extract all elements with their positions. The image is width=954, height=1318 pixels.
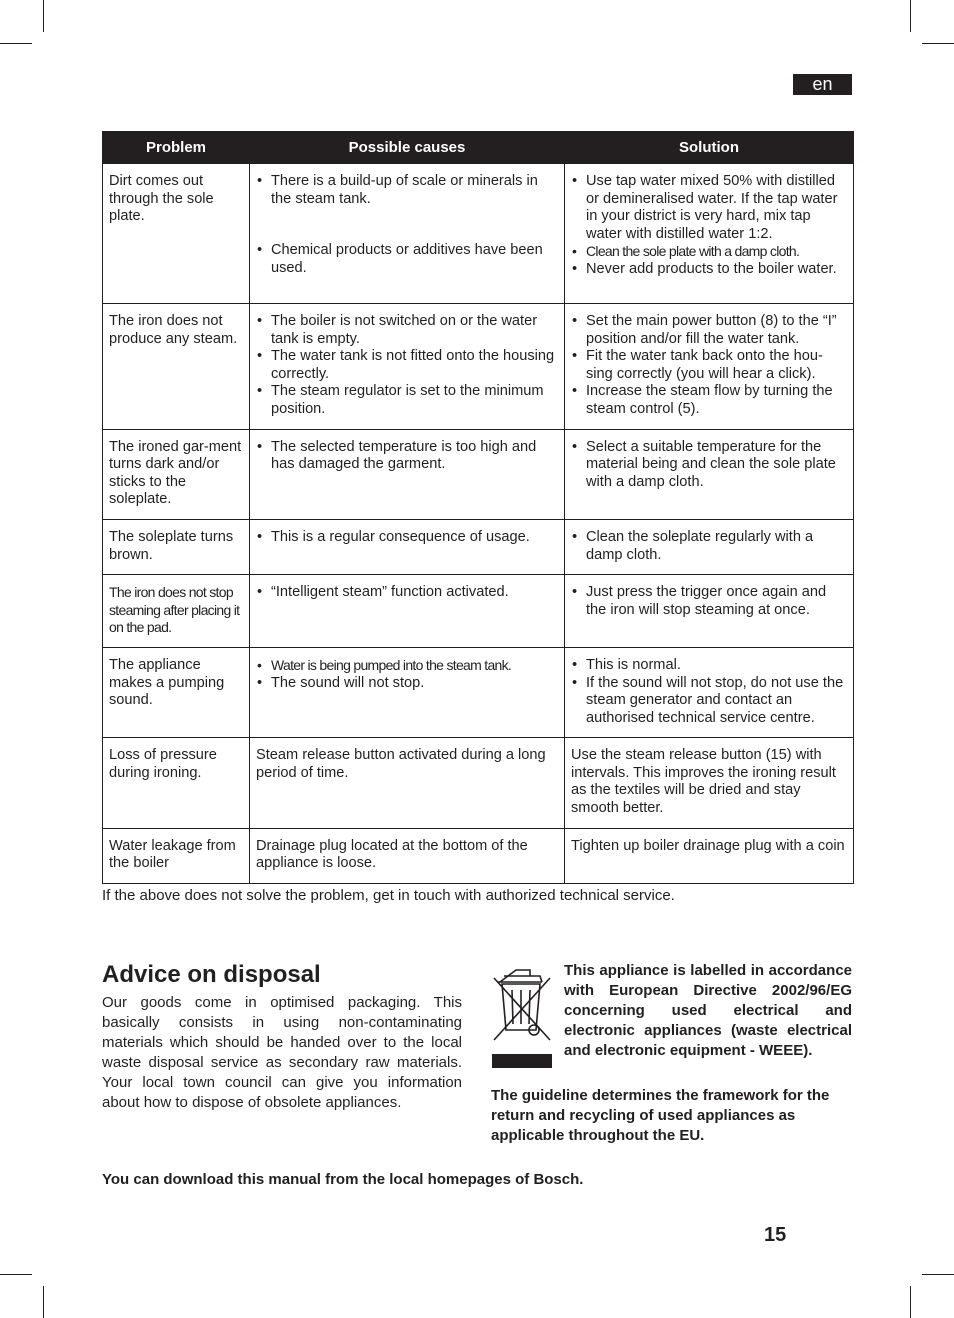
disposal-text: Our goods come in optimised packaging. This basically consists in using non-contaminating materials which should be handed over to the local waste disposal service as secondary raw materials. Your local town council can give you information about how to dispose of obsolete appliances. <box>102 994 462 1111</box>
solution-item: • This is normal. <box>571 657 847 675</box>
header-solution: Solution <box>565 132 854 164</box>
crop-mark <box>910 0 911 32</box>
table-row <box>103 519 854 574</box>
solution-item: • Use tap water mixed 50% with distilled or demineralised water. If the tap water in your district is very hard, mix tap water with distilled water 1:2. <box>571 173 847 243</box>
solution-cell: Use the steam release button (15) with intervals. This improves the ironing result as the textiles will be dried and stay smooth better. <box>565 738 854 828</box>
table-row <box>103 647 854 737</box>
after-table-note: If the above does not solve the problem, get in touch with authorized technical service. <box>102 887 675 904</box>
causes-cell: Steam release button activated during a long period of time. <box>250 738 565 828</box>
problem-cell: The iron does not produce any steam. <box>103 304 250 430</box>
crop-mark <box>43 1286 44 1318</box>
cause-item: • The boiler is not switched on or the water tank is empty. <box>256 313 558 348</box>
crop-mark <box>0 43 32 44</box>
problem-cell: The soleplate turns brown. <box>103 519 250 574</box>
crop-mark <box>922 1274 954 1275</box>
solution-item: • Never add products to the boiler water. <box>571 261 847 279</box>
problem-cell: The ironed gar-ment turns dark and/or sticks to the soleplate. <box>103 429 250 519</box>
solution-item: • Clean the sole plate with a damp cloth. <box>571 243 847 261</box>
problem-cell: The iron does not stop steaming after placing it on the pad. <box>103 575 250 648</box>
causes-cell: Drainage plug located at the bottom of the appliance is loose. <box>250 828 565 883</box>
table-header-row <box>103 132 854 164</box>
cause-item: • This is a regular consequence of usage. <box>256 529 558 547</box>
cause-item: • The selected temperature is too high and has damaged the garment. <box>256 439 558 474</box>
weee-directive-text: This appliance is labelled in accordance with European Directive 2002/96/EG concerning used electrical and electronic appliances (waste electrical and electronic equipment - WEEE). <box>564 962 852 1059</box>
table-row <box>103 828 854 883</box>
solution-item: • Set the main power button (8) to the “I” position and/or fill the water tank. <box>571 313 847 348</box>
cause-item: • There is a build-up of scale or minerals in the steam tank. <box>256 173 558 208</box>
table-row <box>103 575 854 648</box>
solution-cell: Tighten up boiler drainage plug with a coin <box>565 828 854 883</box>
problem-cell: Loss of pressure during ironing. <box>103 738 250 828</box>
table-row <box>103 164 854 304</box>
problem-cell: Dirt comes out through the sole plate. <box>103 164 250 304</box>
table-row <box>103 429 854 519</box>
causes-cell <box>250 575 565 648</box>
header-possible-causes: Possible causes <box>250 132 565 164</box>
table-row <box>103 304 854 430</box>
causes-cell <box>250 647 565 737</box>
solution-cell <box>565 575 854 648</box>
cause-item: • Water is being pumped into the steam tank. <box>256 657 558 675</box>
download-note: You can download this manual from the local homepages of Bosch. <box>102 1171 584 1188</box>
page-number: 15 <box>764 1224 787 1246</box>
crop-mark <box>0 1274 32 1275</box>
solution-cell <box>565 519 854 574</box>
guideline-text: The guideline determines the framework for the return and recycling of used appliances as applicable throughout the EU. <box>491 1087 830 1144</box>
cause-item: • The steam regulator is set to the minimum position. <box>256 383 558 418</box>
crop-mark <box>922 43 954 44</box>
causes-cell <box>250 164 565 304</box>
disposal-heading: Advice on disposal <box>102 961 321 988</box>
troubleshooting-table <box>102 131 854 884</box>
causes-cell <box>250 519 565 574</box>
language-tab: en <box>793 74 852 95</box>
table-row <box>103 738 854 828</box>
solution-cell <box>565 647 854 737</box>
crop-mark <box>910 1286 911 1318</box>
solution-cell <box>565 164 854 304</box>
solution-cell <box>565 429 854 519</box>
solution-item: • Fit the water tank back onto the hou-sing correctly (you will hear a click). <box>571 348 847 383</box>
problem-cell: The appliance makes a pumping sound. <box>103 647 250 737</box>
problem-cell: Water leakage from the boiler <box>103 828 250 883</box>
solution-item: • Just press the trigger once again and the iron will stop steaming at once. <box>571 584 847 619</box>
solution-item: • Increase the steam flow by turning the steam control (5). <box>571 383 847 418</box>
cause-item: • Chemical products or additives have been used. <box>256 242 558 277</box>
solution-item: • Clean the soleplate regularly with a damp cloth. <box>571 529 847 564</box>
crossed-out-wheelie-bin-icon <box>490 964 554 1070</box>
solution-item: • If the sound will not stop, do not use the steam generator and contact an authorised technical service centre. <box>571 675 847 728</box>
causes-cell <box>250 304 565 430</box>
causes-cell <box>250 429 565 519</box>
cause-item: • The water tank is not fitted onto the housing correctly. <box>256 348 558 383</box>
solution-cell <box>565 304 854 430</box>
crop-mark <box>43 0 44 32</box>
cause-item: • The sound will not stop. <box>256 675 558 693</box>
solution-item: • Select a suitable temperature for the material being and clean the sole plate with a damp cloth. <box>571 439 847 492</box>
cause-item: • “Intelligent steam” function activated. <box>256 584 558 602</box>
header-problem: Problem <box>103 132 250 164</box>
